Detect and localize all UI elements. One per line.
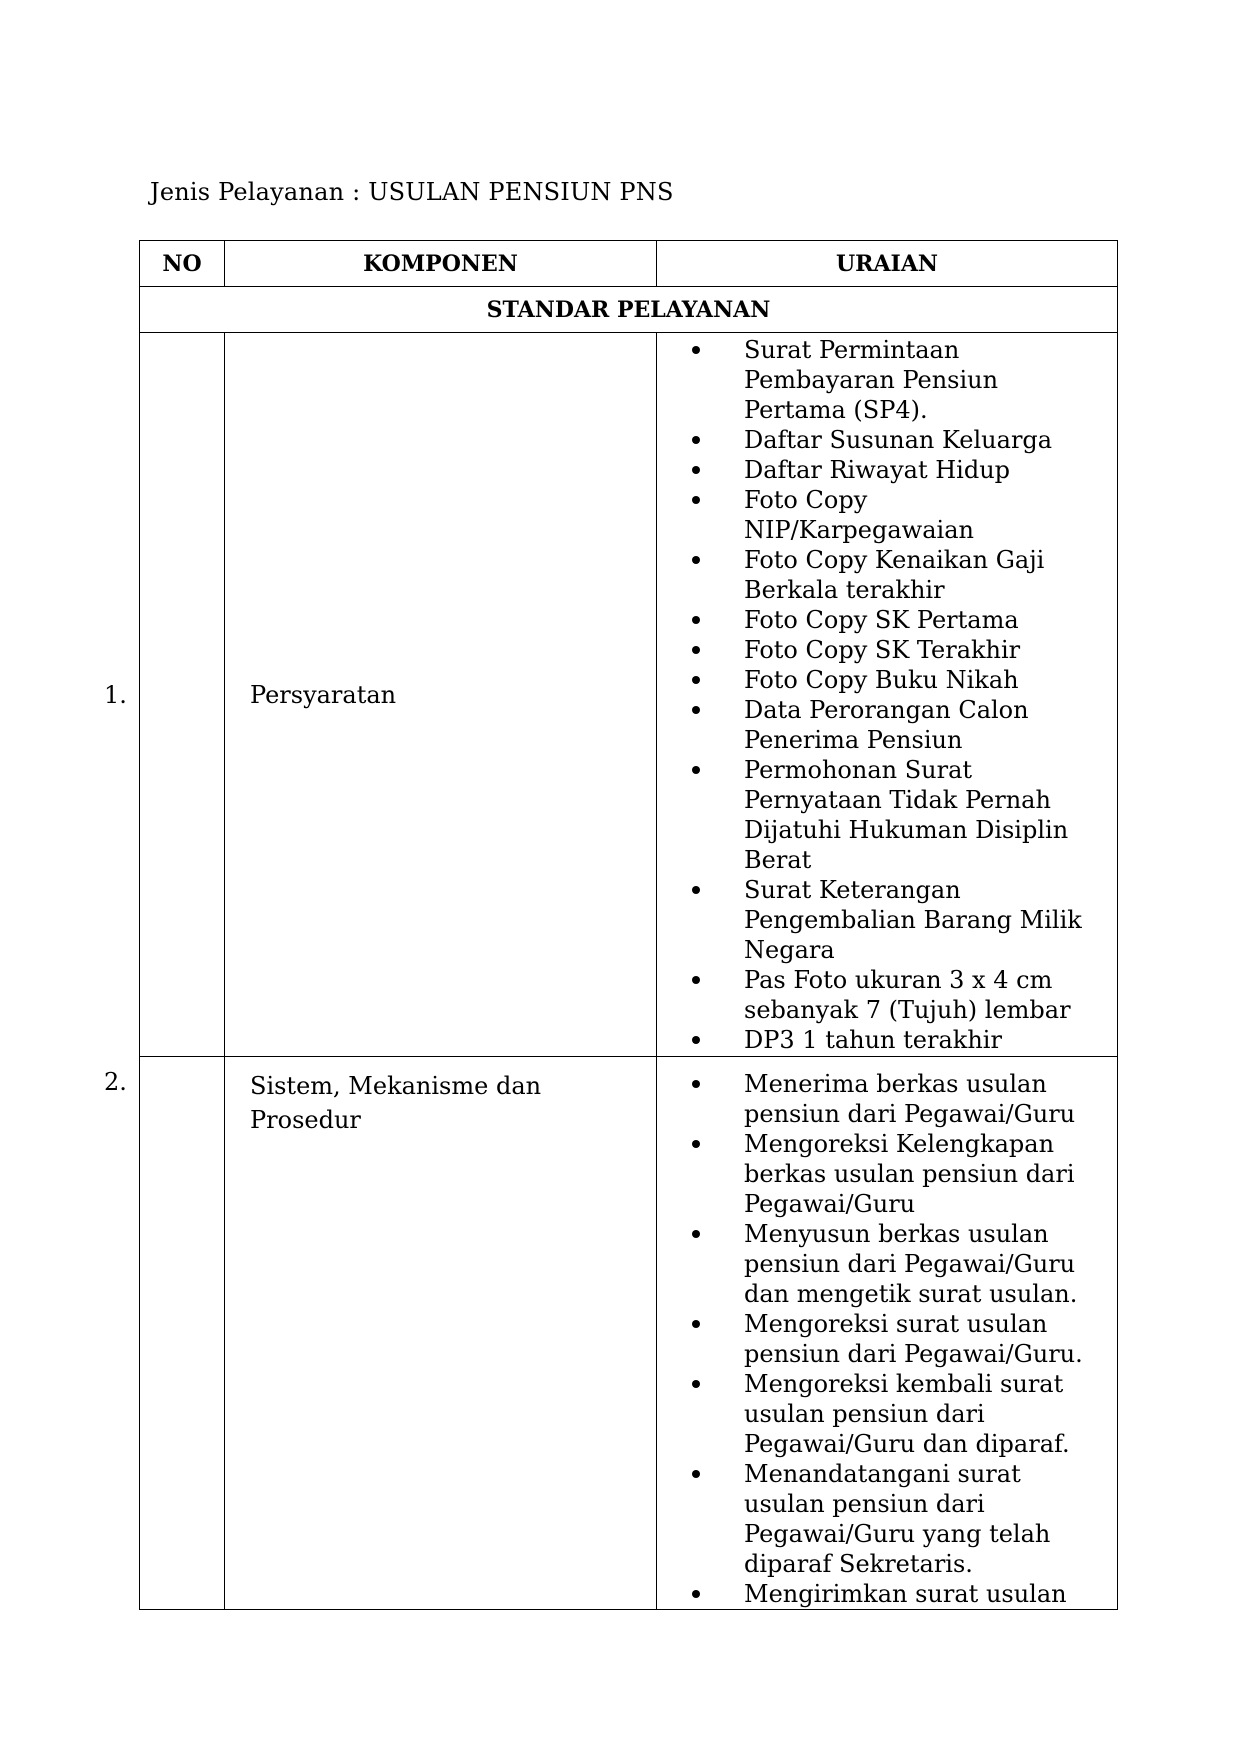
row-number: 1. <box>104 680 127 709</box>
list-item: Mengoreksi Kelengkapan berkas usulan pensiun dari Pegawai/Guru <box>744 1129 1103 1219</box>
table-row <box>140 1057 1118 1610</box>
komponen-cell: Persyaratan <box>225 333 657 1057</box>
list-item: Data Perorangan Calon Penerima Pensiun <box>744 695 1103 755</box>
table-header-row <box>140 241 1118 287</box>
header-komponen: KOMPONEN <box>225 241 657 287</box>
list-item: Menyusun berkas usulan pensiun dari Pegawai/Guru dan mengetik surat usulan. <box>744 1219 1103 1309</box>
list-item: Menerima berkas usulan pensiun dari Pegawai/Guru <box>744 1069 1103 1129</box>
header-no: NO <box>140 241 225 287</box>
list-item: Menandatangani surat usulan pensiun dari Pegawai/Guru yang telah diparaf Sekretaris. <box>744 1459 1103 1579</box>
row-number-cell <box>104 333 225 1057</box>
list-item: Mengoreksi kembali surat usulan pensiun dari Pegawai/Guru dan diparaf. <box>744 1369 1103 1459</box>
uraian-list <box>657 1057 1103 1609</box>
header-uraian: URAIAN <box>657 241 1118 287</box>
komponen-cell: Sistem, Mekanisme dan Prosedur <box>225 1057 657 1610</box>
section-title: STANDAR PELAYANAN <box>140 287 1118 333</box>
list-item: Daftar Riwayat Hidup <box>744 455 1103 485</box>
row-number-cell <box>104 1057 225 1610</box>
list-item: Surat Keterangan Pengembalian Barang Milik Negara <box>744 875 1103 965</box>
uraian-cell <box>657 333 1118 1057</box>
uraian-list <box>657 333 1103 1055</box>
list-item: Foto Copy NIP/Karpegawaian <box>744 485 1103 545</box>
list-item: Permohonan Surat Pernyataan Tidak Pernah Dijatuhi Hukuman Disiplin Berat <box>744 755 1103 875</box>
list-item: Daftar Susunan Keluarga <box>744 425 1103 455</box>
document-heading: Jenis Pelayanan : USULAN PENSIUN PNS <box>150 178 674 206</box>
section-row <box>140 287 1118 333</box>
uraian-cell <box>657 1057 1118 1610</box>
list-item: Foto Copy SK Terakhir <box>744 635 1103 665</box>
row-number: 2. <box>104 1068 127 1096</box>
list-item: Mengoreksi surat usulan pensiun dari Pegawai/Guru. <box>744 1309 1103 1369</box>
list-item: Mengirimkan surat usulan <box>744 1579 1103 1609</box>
list-item: DP3 1 tahun terakhir <box>744 1025 1103 1055</box>
list-item: Foto Copy Buku Nikah <box>744 665 1103 695</box>
list-item: Pas Foto ukuran 3 x 4 cm sebanyak 7 (Tujuh) lembar <box>744 965 1103 1025</box>
list-item: Surat Permintaan Pembayaran Pensiun Pertama (SP4). <box>744 335 1103 425</box>
list-item: Foto Copy Kenaikan Gaji Berkala terakhir <box>744 545 1103 605</box>
list-item: Foto Copy SK Pertama <box>744 605 1103 635</box>
service-standard-table <box>104 240 1118 1610</box>
table-row <box>140 333 1118 1057</box>
